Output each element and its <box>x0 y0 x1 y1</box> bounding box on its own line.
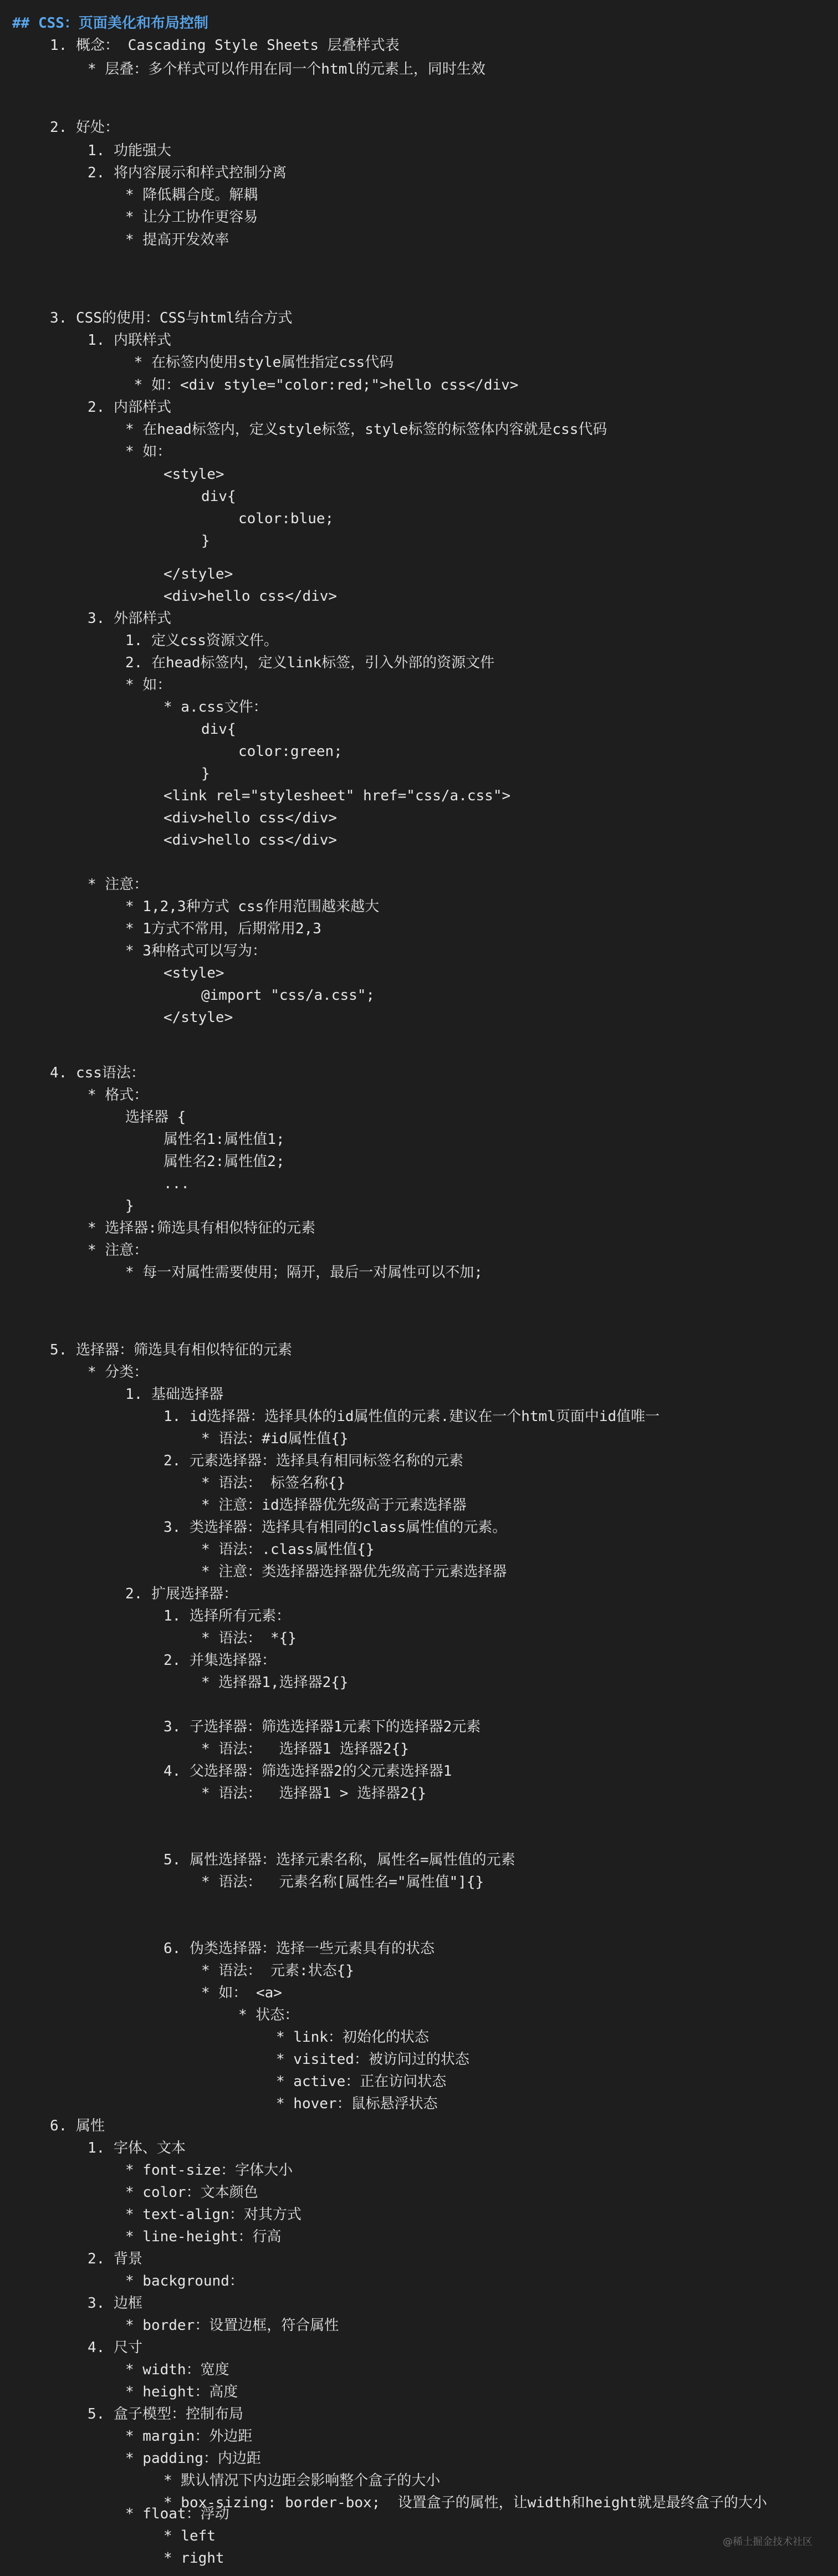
doc-line: * color：文本颜色 <box>125 2184 258 2201</box>
doc-line: * 语法： *{} <box>201 1630 297 1647</box>
doc-line: 2. 将内容展示和样式控制分离 <box>88 165 287 181</box>
doc-line: * line-height：行高 <box>125 2229 282 2245</box>
doc-line: color:blue; <box>238 510 334 527</box>
doc-line: * 在标签内使用style属性指定css代码 <box>125 354 394 371</box>
doc-line: 2. 元素选择器：选择具有相同标签名称的元素 <box>163 1453 463 1469</box>
doc-line: <link rel="stylesheet" href="css/a.css"> <box>163 788 511 804</box>
doc-line: * 状态： <box>238 2007 299 2023</box>
doc-line: * 提高开发效率 <box>125 232 229 248</box>
doc-line: <div>hello css</div> <box>163 588 338 605</box>
doc-line: 2. 扩展选择器： <box>125 1586 238 1602</box>
doc-line: * 1方式不常用，后期常用2,3 <box>125 921 321 937</box>
doc-line: 2. 背景 <box>88 2251 142 2267</box>
doc-line: 4. css语法： <box>50 1065 145 1081</box>
doc-line: * 语法： 元素:状态{} <box>201 1962 354 1979</box>
doc-line: 6. 属性 <box>50 2118 105 2134</box>
doc-line: div{ <box>201 488 236 505</box>
doc-line: 1. 定义css资源文件。 <box>125 632 278 649</box>
doc-line: * margin：外边距 <box>125 2428 253 2445</box>
doc-line: div{ <box>201 721 236 738</box>
doc-line: * 如： <a> <box>201 1985 282 2001</box>
doc-line: 3. 外部样式 <box>88 610 171 627</box>
doc-line: color:green; <box>238 743 343 760</box>
doc-line: * 如： <box>125 677 172 693</box>
doc-line: 3. 边框 <box>88 2295 142 2312</box>
doc-line: 5. 属性选择器：选择元素名称，属性名=属性值的元素 <box>163 1852 515 1868</box>
doc-line: * 在head标签内，定义style标签，style标签的标签体内容就是css代码 <box>125 421 607 438</box>
doc-line: * 分类： <box>88 1364 149 1381</box>
doc-line: * 选择器1,选择器2{} <box>201 1674 349 1691</box>
doc-line: } <box>201 533 210 549</box>
doc-line: } <box>125 1198 134 1214</box>
doc-line: 2. 并集选择器： <box>163 1652 276 1669</box>
doc-line: * 语法：.class属性值{} <box>201 1541 375 1558</box>
doc-line: * 层叠：多个样式可以作用在同一个html的元素上，同时生效 <box>88 61 486 78</box>
doc-line: 1. 内联样式 <box>88 332 171 349</box>
doc-line: * background： <box>125 2273 244 2289</box>
doc-line: 5. 选择器：筛选具有相似特征的元素 <box>50 1342 292 1358</box>
doc-line: 2. 在head标签内，定义link标签，引入外部的资源文件 <box>125 655 495 671</box>
doc-line: * border：设置边框，符合属性 <box>125 2317 339 2334</box>
doc-line: * active：正在访问状态 <box>276 2073 447 2090</box>
doc-line: * 默认情况下内边距会影响整个盒子的大小 <box>163 2472 441 2489</box>
doc-line: * a.css文件： <box>163 699 268 715</box>
doc-line: * height：高度 <box>125 2384 238 2400</box>
doc-line: * 3种格式可以写为： <box>125 943 267 959</box>
doc-line: 3. 子选择器：筛选选择器1元素下的选择器2元素 <box>163 1719 481 1735</box>
page-title: ## CSS：页面美化和布局控制 <box>12 15 208 32</box>
doc-line: * 语法：#id属性值{} <box>201 1430 349 1447</box>
doc-line: <style> <box>163 965 224 982</box>
doc-line: * visited：被访问过的状态 <box>276 2051 469 2068</box>
doc-line: * 每一对属性需要使用；隔开，最后一对属性可以不加; <box>125 1264 483 1281</box>
doc-line: 1. id选择器：选择具体的id属性值的元素.建议在一个html页面中id值唯一 <box>163 1408 660 1425</box>
doc-line: * width：宽度 <box>125 2362 229 2378</box>
doc-line: * 语法： 选择器1 > 选择器2{} <box>201 1785 427 1802</box>
doc-line: 2. 好处： <box>50 119 119 136</box>
doc-line: <div>hello css</div> <box>163 832 338 849</box>
doc-line: * 注意：id选择器优先级高于元素选择器 <box>201 1497 467 1514</box>
doc-line: * 语法： 元素名称[属性名="属性值"]{} <box>201 1874 484 1890</box>
doc-line: * text-align：对其方式 <box>125 2206 302 2223</box>
doc-line: 1. 概念： Cascading Style Sheets 层叠样式表 <box>50 37 400 54</box>
doc-line: <style> <box>163 466 224 483</box>
doc-line: 4. 尺寸 <box>88 2339 142 2356</box>
doc-line: * box-sizing: border-box; 设置盒子的属性，让width和height就是最终盒子的大小 <box>163 2495 767 2511</box>
doc-line: * float：浮动 <box>125 2506 229 2522</box>
watermark: @稀土掘金技术社区 <box>723 2536 813 2548</box>
doc-line: * left <box>163 2528 216 2544</box>
doc-line: * 注意： <box>88 876 149 893</box>
doc-line: * 语法： 标签名称{} <box>201 1475 346 1491</box>
doc-line: * 降低耦合度。解耦 <box>125 187 258 203</box>
doc-line: 1. 字体、文本 <box>88 2140 186 2156</box>
doc-line: ... <box>163 1175 190 1192</box>
doc-line: <div>hello css</div> <box>163 810 338 826</box>
doc-line: </style> <box>163 566 233 582</box>
doc-line: * 如： <box>125 443 172 460</box>
doc-line: * 如：<div style="color:red;">hello css</div> <box>125 377 519 393</box>
doc-line: } <box>201 765 210 782</box>
doc-line: 3. CSS的使用：CSS与html结合方式 <box>50 310 293 326</box>
doc-line: 1. 基础选择器 <box>125 1386 223 1403</box>
doc-line: * 选择器:筛选具有相似特征的元素 <box>88 1220 315 1236</box>
doc-line: * padding：内边距 <box>125 2450 261 2467</box>
doc-line: * hover：鼠标悬浮状态 <box>276 2095 438 2112</box>
doc-line: 3. 类选择器：选择具有相同的class属性值的元素。 <box>163 1519 507 1536</box>
doc-line: 2. 内部样式 <box>88 399 171 416</box>
doc-line: 6. 伪类选择器：选择一些元素具有的状态 <box>163 1940 435 1957</box>
doc-line: 4. 父选择器：筛选选择器2的父元素选择器1 <box>163 1763 452 1780</box>
doc-line: * 让分工协作更容易 <box>125 209 258 226</box>
doc-line: @import "css/a.css"; <box>201 987 375 1004</box>
doc-line: * font-size：字体大小 <box>125 2162 293 2179</box>
doc-line: 1. 功能强大 <box>88 142 171 159</box>
doc-line: * right <box>163 2550 224 2567</box>
doc-line: * 1,2,3种方式 css作用范围越来越大 <box>125 898 380 915</box>
doc-line: 属性名1:属性值1; <box>163 1131 285 1148</box>
doc-line: 5. 盒子模型：控制布局 <box>88 2406 243 2422</box>
doc-line: * link：初始化的状态 <box>276 2029 429 2046</box>
doc-line: </style> <box>163 1009 233 1026</box>
doc-line: 属性名2:属性值2; <box>163 1153 285 1170</box>
doc-line: 选择器 { <box>125 1109 186 1126</box>
doc-line: 1. 选择所有元素： <box>163 1608 290 1624</box>
doc-line: * 格式： <box>88 1087 149 1103</box>
doc-line: * 语法： 选择器1 选择器2{} <box>201 1741 409 1757</box>
doc-line: * 注意：类选择器选择器优先级高于元素选择器 <box>201 1563 507 1580</box>
doc-line: * 注意： <box>88 1242 149 1259</box>
